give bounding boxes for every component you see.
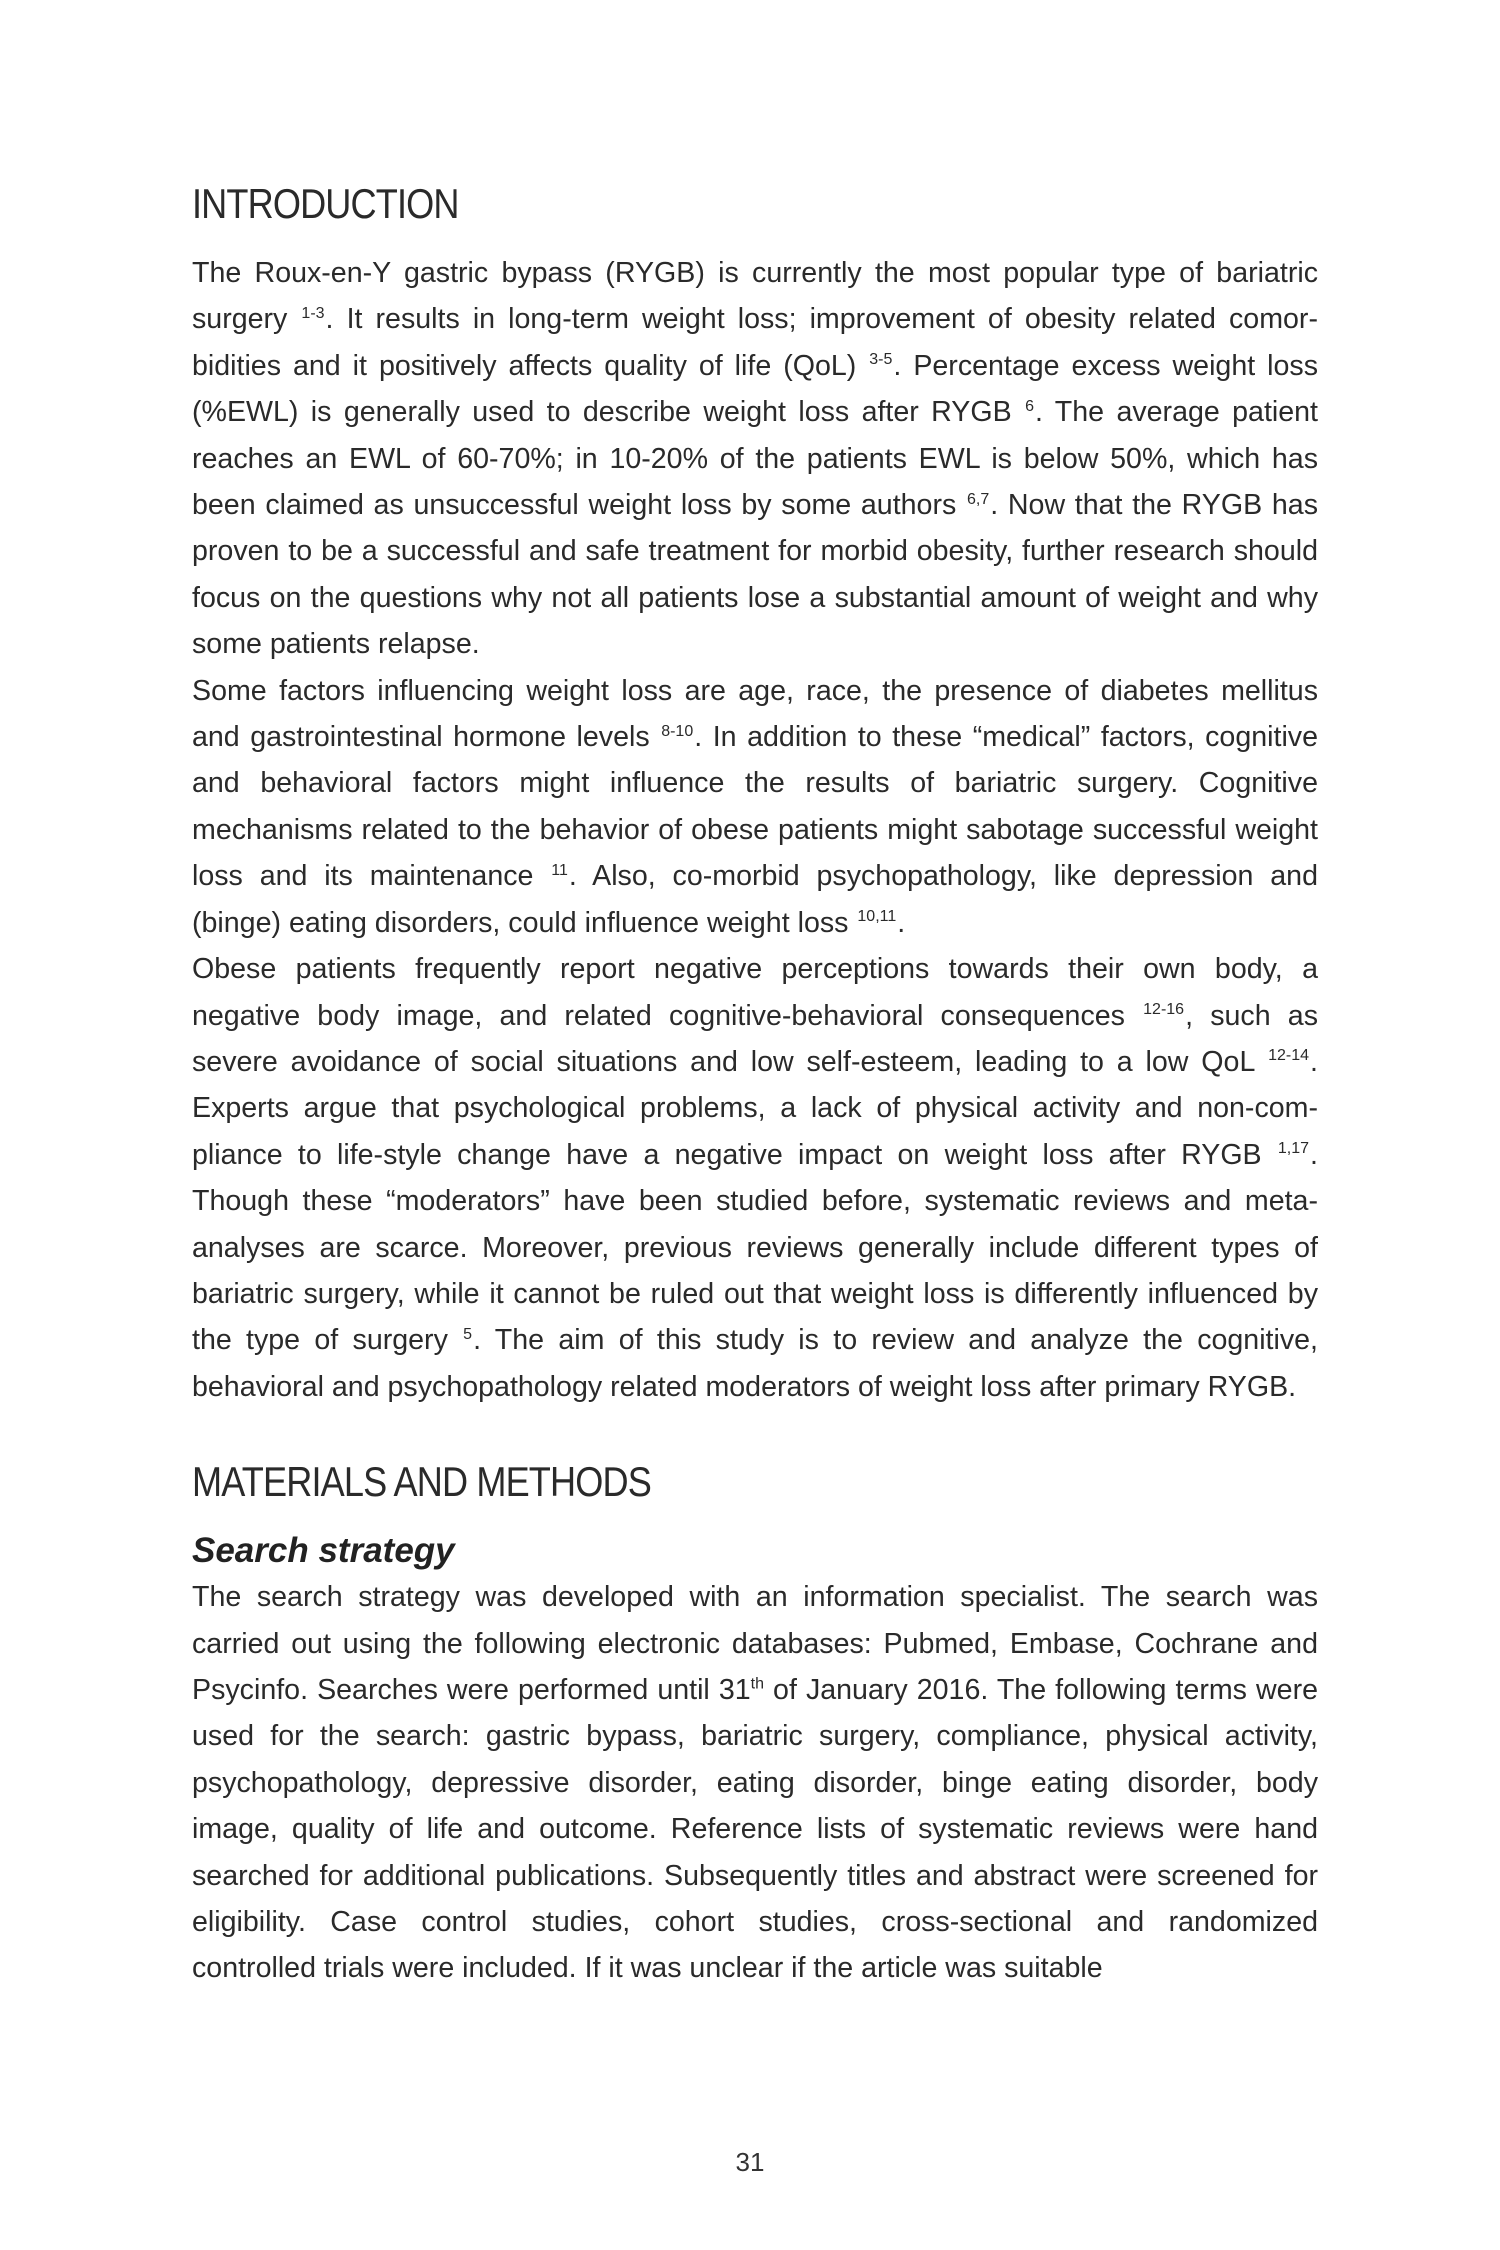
citation-ref: 12-16 (1143, 1000, 1185, 1018)
search-strategy-subheading: Search strategy (192, 1531, 455, 1571)
citation-ref: 10,11 (857, 908, 897, 926)
citation-ref: 3-5 (869, 351, 893, 369)
page-number: 31 (735, 2147, 765, 2177)
page-content (192, 178, 1318, 1992)
intro-paragraph-3: Obese patients frequently report negative perceptions towards their own body, a negative body image, and related cognitive-behavioral consequences $^{12-16}$, such as severe avoidance of social situations and low self-esteem, leading to a low QoL $^{12-14}$. Experts argue that psychological problems, a lack of physical activity and non-compliance to life-style change have a negative impact on weight loss after RYGB $^{1,17}$. Though these “moderators” have been studied before, systematic reviews and meta-analyses are scarce. Moreover, previous reviews generally include different types of bariatric surgery, while it cannot be ruled out that weight loss is differently influenced by the type of surgery $^5$. The aim of this study is to review and analyze the cognitive, behavioral and psychopathology related moderators of weight loss after primary RYGB. (192, 953, 1318, 1403)
citation-ref: 8-10 (661, 722, 694, 740)
citation-ref: 6,7 (967, 490, 990, 508)
intro-paragraph-2: Some factors influencing weight loss are age, race, the presence of diabetes mellitus and gastrointestinal hormone levels $^{8-10}$. In addition to these “medical” factors, cognitive and behavioral factors might influence the results of bariatric surgery. Cognitive mechanisms related to the behavior of obese patients might sabotage successful weight loss and its maintenance $^{11}$. Also, co-morbid psychopathology, like depression and (binge) eating disorders, could influence weight loss $^{10,11}$. (192, 674, 1318, 939)
citation-ref: 12-14 (1268, 1047, 1310, 1065)
citation-ref: 5 (463, 1325, 473, 1343)
citation-ref: 1,17 (1277, 1140, 1310, 1158)
citation-ref: 11 (551, 861, 568, 879)
introduction-heading: INTRODUCTION (192, 180, 459, 227)
ordinal-suffix: th (750, 1675, 764, 1693)
materials-methods-heading: MATERIALS AND METHODS (192, 1458, 651, 1506)
citation-ref: 6 (1025, 397, 1034, 415)
methods-paragraph-1: The search strategy was developed with an information specialist. The search was carried out using the following electronic databases: Pubmed, Embase, Cochrane and Psycinfo. Searches were performed until 31th of January 2016. The following terms were used for the search: gastric bypass, bariatric surgery, compliance, physical activity, psychopathology, depressive disorder, eating disorder, binge eating disorder, body image, quality of life and outcome. Reference lists of systematic reviews were hand searched for additional publications. Subsequently titles and abstract were screened for eligibility. Case control studies, cohort studies, cross-sectional and randomized controlled trials were included. If it was unclear if the article was suitable (192, 1581, 1318, 1985)
citation-ref: 1-3 (301, 304, 325, 322)
intro-paragraph-1: The Roux-en-Y gastric bypass (RYGB) is currently the most popular type of bariatric surgery $^{1-3}$. It results in long-term weight loss; improvement of obesity related comorbidities and it positively affects quality of life (QoL) $^{3-5}$. Percentage excess weight loss (%EWL) is generally used to describe weight loss after RYGB $^6$. The average patient reaches an EWL of 60-70%; in 10-20% of the patients EWL is below 50%, which has been claimed as unsuccessful weight loss by some authors $^{6,7}$. Now that the RYGB has proven to be a successful and safe treatment for morbid obesity, further research should focus on the questions why not all patients lose a substantial amount of weight and why some patients relapse. (192, 257, 1319, 661)
